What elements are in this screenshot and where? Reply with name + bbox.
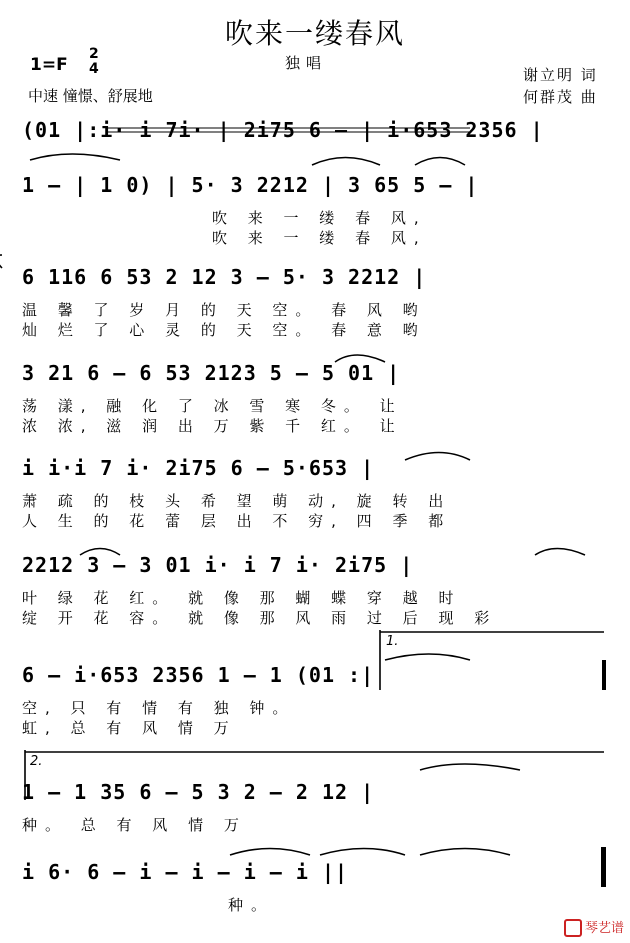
- system-9-notes: i 6· 6 – i – i – i – i ||: [22, 860, 349, 884]
- logo-text: 琴艺谱: [584, 920, 624, 936]
- tempo-marking: 中速 憧憬、舒展地: [28, 87, 153, 105]
- site-logo: [564, 917, 624, 938]
- logo-icon: [564, 919, 582, 937]
- composer: 何群茂 曲: [523, 88, 598, 106]
- song-title: 吹来一缕春风: [224, 17, 405, 50]
- performance-type: 独唱: [285, 54, 328, 72]
- second-ending-label: 2.: [30, 754, 43, 769]
- system-4-lyric-1: 荡 漾, 融 化 了 冰 雪 寒 冬。 让: [22, 397, 403, 415]
- system-6-lyric-1: 叶 绿 花 红。 就 像 那 蝴 蝶 穿 越 时: [22, 589, 462, 607]
- system-9-lyric-1: 种。: [228, 896, 275, 914]
- system-5-lyric-1: 萧 疏 的 枝 头 希 望 萌 动, 旋 转 出: [22, 492, 452, 510]
- first-ending-label: 1.: [386, 634, 399, 649]
- system-6-lyric-2: 绽 开 花 容。 就 像 那 风 雨 过 后 现 彩: [22, 609, 498, 627]
- system-5-notes: i i·i 7 i· 2i75 6 – 5·653 |: [22, 456, 375, 480]
- system-7-notes: 6 – i·653 2356 1 – 1 (01 :|: [22, 663, 375, 687]
- meter-bottom: 4: [89, 61, 99, 77]
- system-3-lyric-2: 灿 烂 了 心 灵 的 天 空。 春 意 哟: [22, 321, 426, 339]
- system-2-lyric-1: 吹 来 一 缕 春 风,: [212, 209, 427, 227]
- meter-top: 2: [89, 46, 99, 62]
- system-6-notes: 2212 3 – 3 01 i· i 7 i· 2i75 |: [22, 553, 414, 577]
- system-5-lyric-2: 人 生 的 花 蕾 层 出 不 穷, 四 季 都: [22, 512, 452, 530]
- system-3-notes: 6 116 6 53 2 12 3 – 5· 3 2212 |: [22, 265, 427, 289]
- system-4-notes: 3 21 6 – 6 53 2123 5 – 5 01 |: [22, 361, 401, 385]
- system-2-notes: 1 – | 1 0) | 5· 3 2212 | 3 65 5 – |: [22, 173, 479, 197]
- system-4-lyric-2: 浓 浓, 滋 润 出 万 紫 千 红。 让: [22, 417, 403, 435]
- system-2-lyric-2: 吹 来 一 缕 春 风,: [212, 229, 427, 247]
- lyricist: 谢立明 词: [523, 66, 598, 84]
- system-3-lyric-1: 温 馨 了 岁 月 的 天 空。 春 风 哟: [22, 301, 426, 319]
- key-signature: 1=F: [30, 55, 68, 75]
- system-1-notes: (01 |:i· i 7i· | 2i75 6 – | i·653 2356 |: [22, 118, 544, 142]
- system-7-lyric-2: 虹, 总 有 风 情 万: [22, 719, 237, 737]
- system-7-lyric-1: 空, 只 有 情 有 独 钟。: [22, 699, 296, 717]
- system-8-notes: 1 – 1 35 6 – 5 3 2 – 2 12 |: [22, 780, 375, 804]
- system-8-lyric-1: 种。 总 有 风 情 万: [22, 816, 247, 834]
